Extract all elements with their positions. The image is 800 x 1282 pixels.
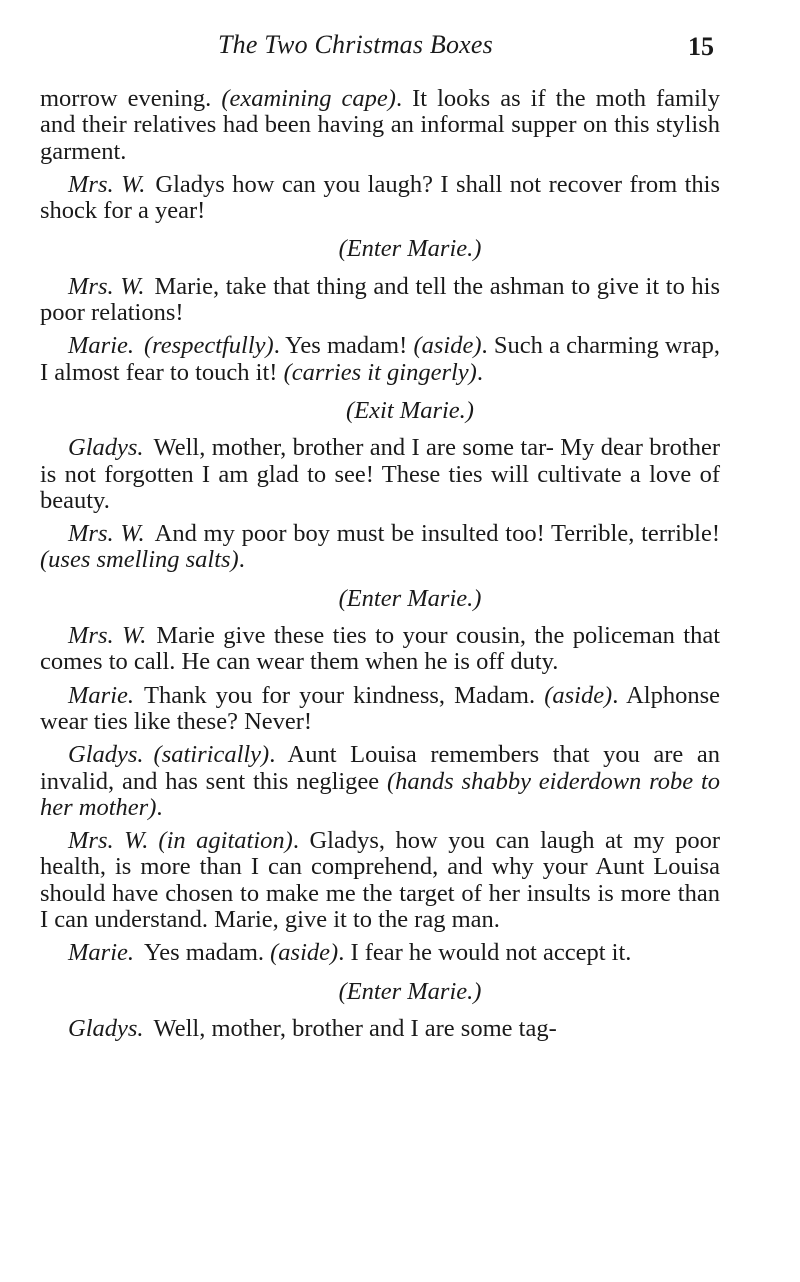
speaker-name: Mrs. W. (68, 520, 145, 548)
speech (40, 828, 720, 933)
stage-direction: (in agitation) (158, 827, 293, 855)
speaker-name: Marie. (68, 939, 134, 967)
speaker-name: Marie. (68, 332, 134, 360)
speech (40, 172, 720, 225)
dialogue-text: . Such a charming wrap, I almost fear to touch it! (40, 332, 721, 386)
dialogue-text: Well, mother, brother and I are some tag- (153, 1014, 557, 1042)
dialogue-text: Marie, take that thing and tell the ashman to give it to his poor relations! (40, 272, 720, 327)
dialogue-text: Well, mother, brother and I are some tar- My dear brother is not forgotten I am glad to see! These ties will cultivate a love of beauty. (40, 434, 720, 514)
stage-direction: (carries it gingerly) (283, 358, 477, 386)
play-text (40, 86, 720, 1042)
speech (40, 683, 720, 736)
dialogue-text: . I fear he would not accept it. (338, 939, 632, 967)
dialogue-text: Thank you for your kindness, Madam. (144, 681, 545, 709)
dialogue-text: Gladys how can you laugh? I shall not recover from this shock for a year! (40, 170, 721, 225)
speech (40, 333, 720, 386)
dialogue-text: Marie give these ties to your cousin, the policeman that comes to call. He can wear them when he is off duty. (40, 622, 721, 676)
page-number: 15 (688, 32, 714, 61)
dialogue-text: . Alphonse wear ties like these? Never! (40, 681, 721, 735)
speaker-name: Mrs. W. (68, 272, 145, 300)
dialogue-text: . Gladys, how you can laugh at my poor health, is more than I can comprehend, and why your Aunt Louisa should have chosen to make me the target of her insults is more than I can understand. Marie, give it to the rag man. (40, 827, 720, 934)
dialogue-text: Yes madam. (144, 939, 271, 967)
dialogue-text: . Aunt Louisa remembers that you are an invalid, and has sent this negligee (40, 741, 720, 795)
speaker-name: Marie. (68, 681, 134, 709)
stage-direction: (aside) (413, 332, 482, 360)
stage-direction: (aside) (270, 939, 339, 967)
stage-direction-line: (Enter Marie.) (338, 235, 482, 263)
dialogue-text: . (238, 546, 245, 574)
speaker-name: Gladys. (68, 741, 144, 769)
stage-direction-line: (Enter Marie.) (338, 584, 482, 612)
speech (40, 742, 720, 821)
running-title: The Two Christmas Boxes (218, 30, 493, 59)
dialogue-text: morrow evening. (40, 85, 222, 112)
stage-direction: (aside) (544, 681, 613, 709)
speech (40, 435, 720, 514)
stage-direction: (examining cape) (221, 85, 396, 112)
dialogue-text: . (476, 358, 483, 386)
speech (40, 521, 720, 574)
speech (40, 940, 720, 966)
dialogue-text: . It looks as if the moth family and their relatives had been having an informal supper on this stylish garment. (40, 85, 720, 165)
stage-direction: (hands shabby eiderdown robe to her mother) (40, 767, 720, 821)
stage-direction: (satirically) (153, 741, 270, 769)
dialogue-text: . (156, 793, 163, 821)
speaker-name: Gladys. (68, 434, 144, 462)
speaker-name: Mrs. W. (68, 170, 146, 198)
dialogue-text: . Yes madam! (273, 332, 414, 360)
speaker-name: Gladys. (68, 1014, 144, 1042)
stage-direction: (uses smelling salts) (40, 546, 239, 574)
stage-direction-line: (Exit Marie.) (346, 396, 474, 424)
dialogue-text: And my poor boy must be insulted too! Terrible, terrible! (154, 520, 720, 548)
speech (40, 274, 720, 327)
stage-direction: (respectfully) (144, 332, 274, 360)
paragraph-continuation (40, 86, 720, 165)
page-header (0, 30, 800, 66)
speaker-name: Mrs. W. (68, 827, 149, 855)
speech (40, 623, 720, 676)
speaker-name: Mrs. W. (68, 622, 147, 650)
stage-direction-line: (Enter Marie.) (338, 977, 482, 1005)
speech (40, 1016, 720, 1042)
